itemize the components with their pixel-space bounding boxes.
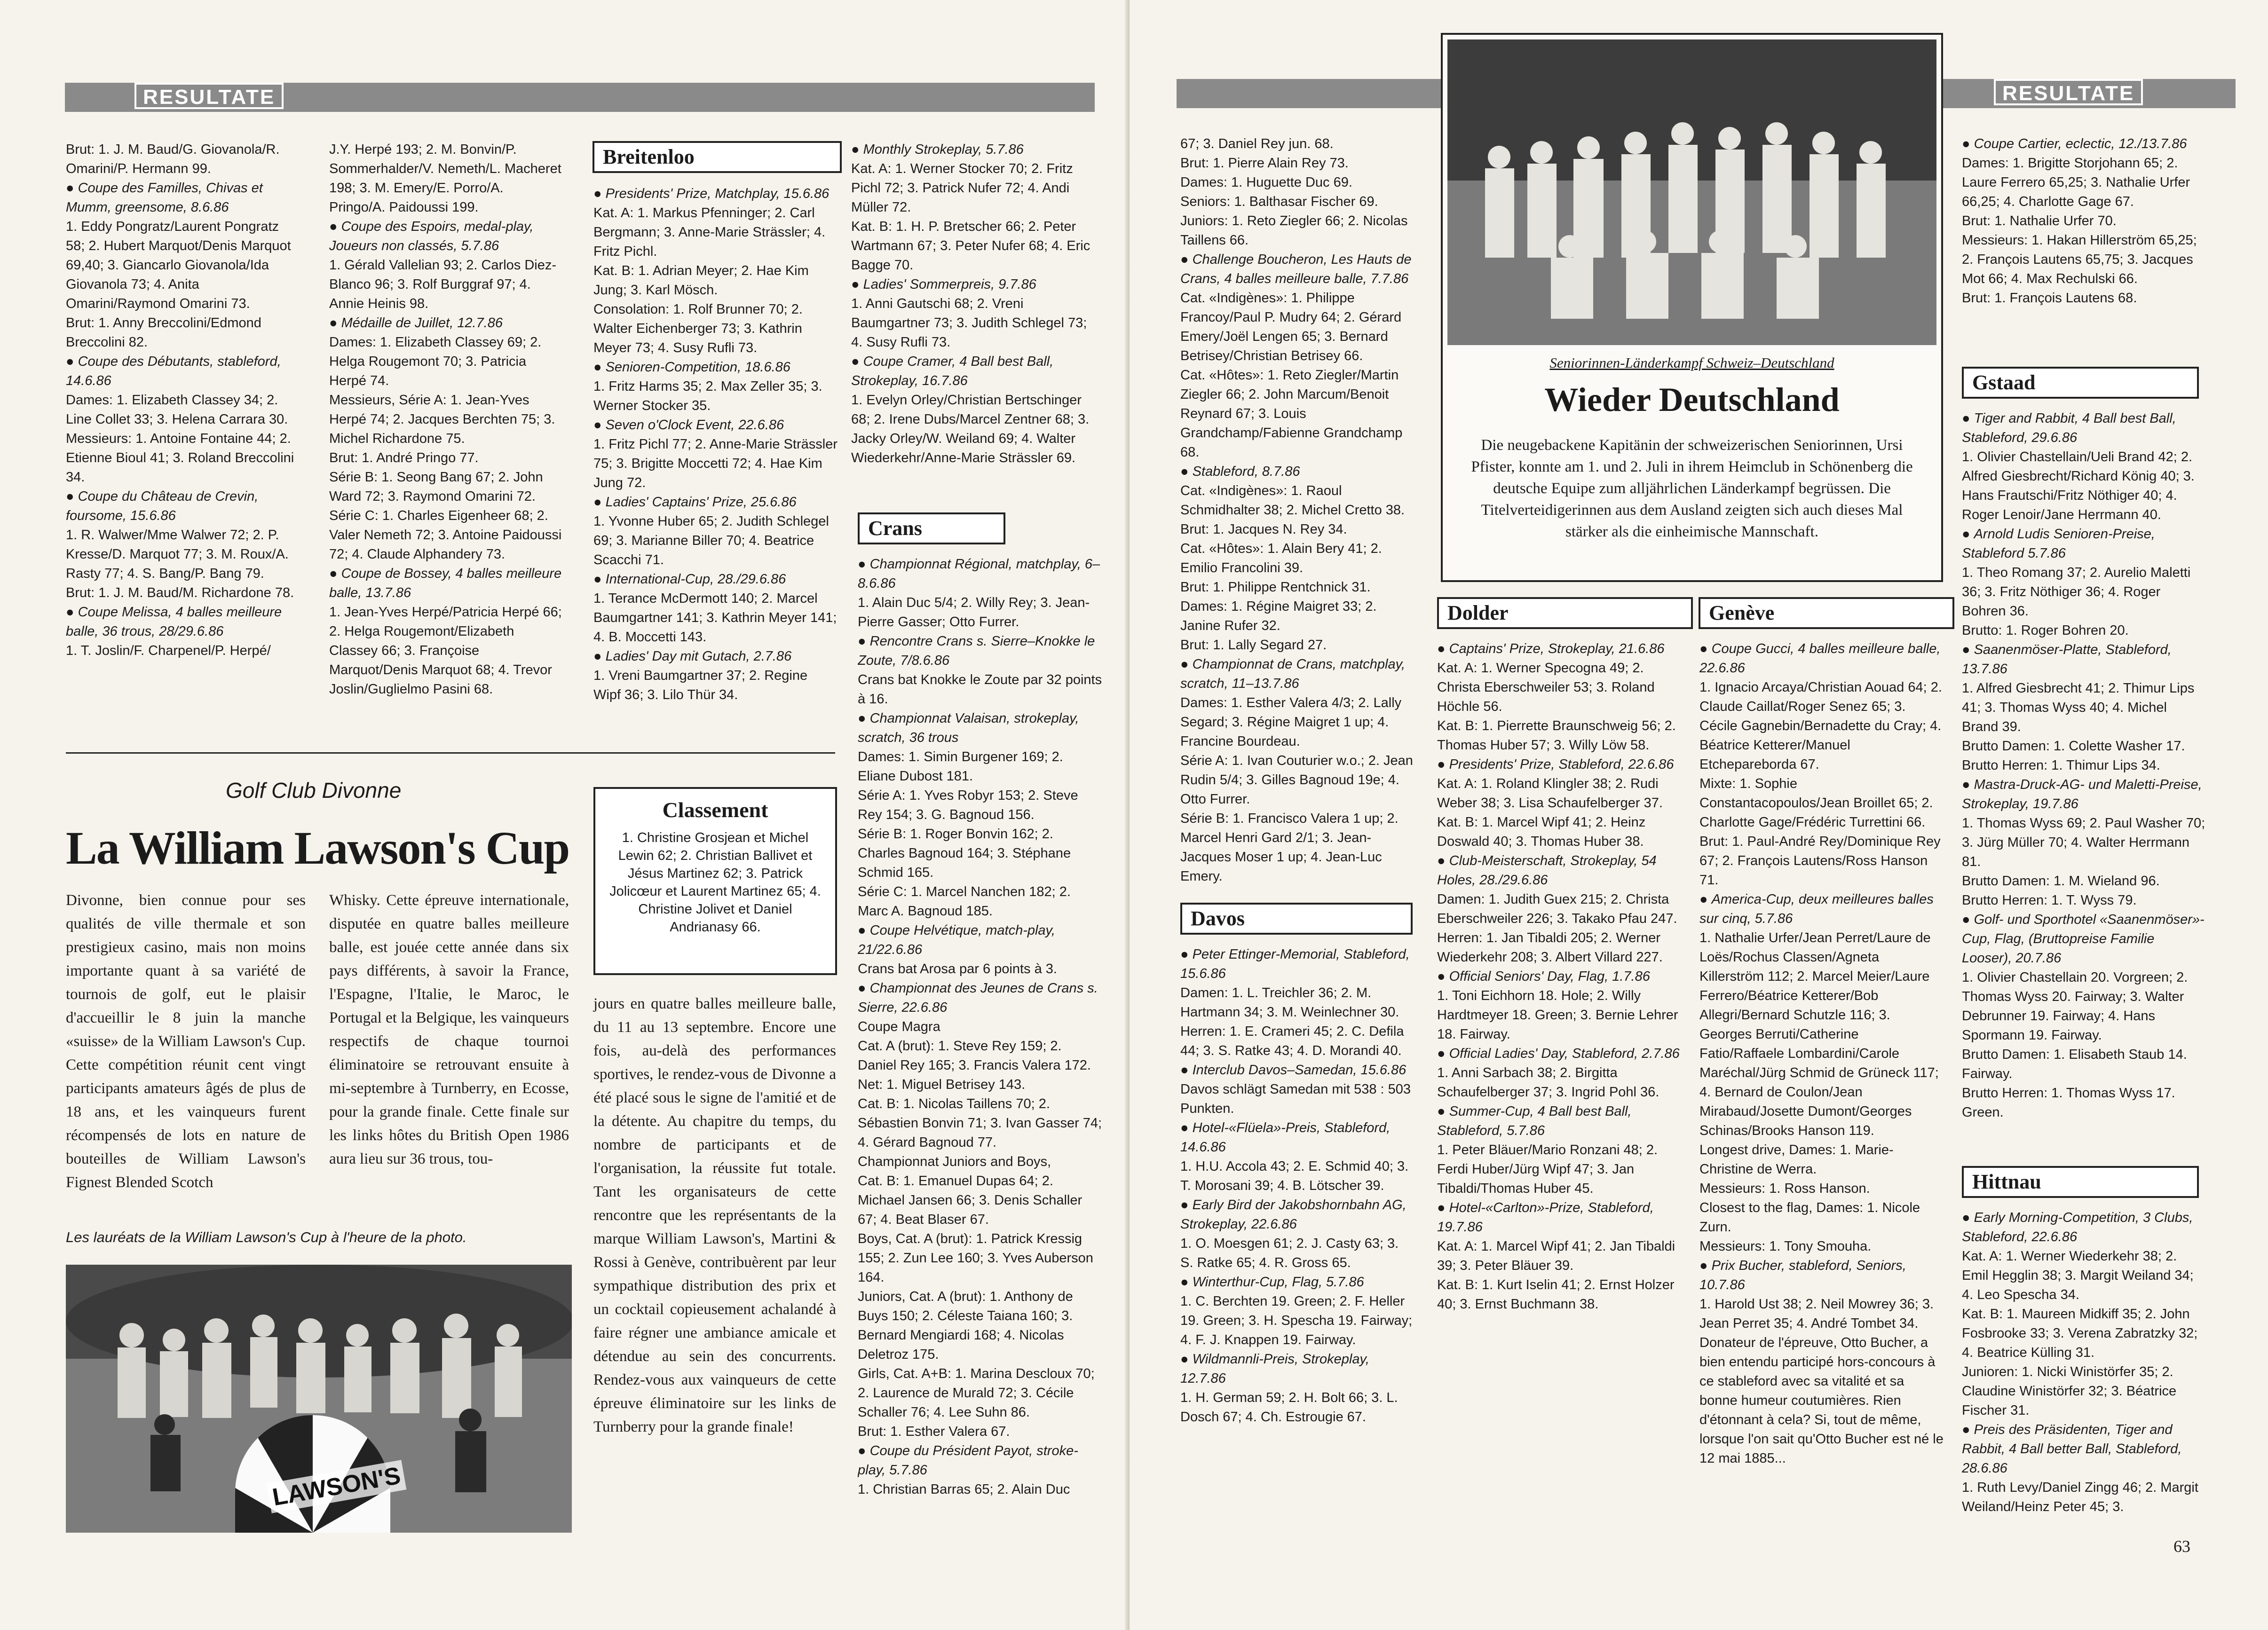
result-entry: Cat. B: 1. Nicolas Taillens 70; 2. Sébastien Bonvin 71; 3. Ivan Gasser 74; 4. Gérard Bagnoud 77. <box>858 1096 1102 1150</box>
article-text: jours en quatre balles meilleure balle, du 11 au 13 septembre. Encore une fois, au-delà des performances sportives, le rendez-vous de Divonne a été placé sous le signe de l'amitié et de la détente. Au chapitre du temps, du nombre de participants et de l'organisation, la réussite fut totale. Tant les organisateurs de cette rencontre que les représentants de la marque William Lawson's, Martini & Rossi à Genève, contribuèrent par leur sympathique distribution des prix et un cocktail copieusement achalandé à faire régner une ambiance amicale et détendue au sein des concurrents. Rendez-vous aux vainqueurs de cette épreuve éliminatoire sur les links de Turnberry pour la grande finale! <box>593 995 836 1435</box>
result-entry: Messieurs, Série A: 1. Jean-Yves Herpé 74; 2. Jacques Berchten 75; 3. Michel Richardone 75. <box>329 393 555 446</box>
article-kicker: Golf Club Divonne <box>226 778 402 803</box>
group-photo <box>66 1265 572 1533</box>
results-column <box>851 140 1096 497</box>
feature-box <box>1441 33 1943 582</box>
event-heading: ● Hotel-«Carlton»-Prize, Stableford, 19.7.86 <box>1437 1198 1682 1237</box>
result-entry: Brut: 1. Anny Breccolini/Edmond Breccolini 82. <box>66 315 261 350</box>
result-entry: Consolation: 1. Rolf Brunner 70; 2. Walter Eichenberger 73; 3. Kathrin Meyer 73; 4. Susy Rufli 73. <box>593 302 803 355</box>
event-heading: ● Coupe des Familles, Chivas et Mumm, greensome, 8.6.86 <box>66 179 299 217</box>
article-headline: La William Lawson's Cup <box>66 822 569 874</box>
result-entry: 1. Vreni Baumgartner 37; 2. Regine Wipf 36; 3. Lilo Thür 34. <box>593 668 808 702</box>
result-entry: Seniors: 1. Balthasar Fischer 69. <box>1180 194 1378 209</box>
result-entry: 1. Eddy Pongratz/Laurent Pongratz 58; 2. Hubert Marquot/Denis Marquot 69,40; 3. Giancarlo Giovanola/Ida Giovanola 73; 4. Anita Omarini/Raymond Omarini 73. <box>66 219 291 311</box>
event-heading: ● Championnat de Crans, matchplay, scratch, 11–13.7.86 <box>1180 655 1415 693</box>
result-entry: Série A: 1. Ivan Couturier w.o.; 2. Jean Rudin 5/4; 3. Gilles Bagnoud 19e; 4. Otto Furrer. <box>1180 753 1413 807</box>
result-entry: Brut: 1. François Lautens 68. <box>1962 291 2137 306</box>
event-heading: ● Coupe Gucci, 4 balles meilleure balle, 22.6.86 <box>1699 639 1944 678</box>
result-entry: J.Y. Herpé 193; 2. M. Bonvin/P. Sommerhalder/V. Nemeth/L. Macheret 198; 3. M. Emery/E. Porro/A. Pringo/A. Paidoussi 199. <box>329 142 561 215</box>
result-entry: Juniors, Cat. A (brut): 1. Anthony de Buys 150; 2. Céleste Taiana 160; 3. Bernard Mengiardi 168; 4. Nicolas Deletroz 175. <box>858 1289 1073 1362</box>
results-column <box>1180 945 1415 1528</box>
event-heading: ● Coupe Cartier, eclectic, 12./13.7.86 <box>1962 134 2206 154</box>
club-heading-crans: Crans <box>858 512 1005 544</box>
results-column <box>66 140 299 728</box>
result-entry: 1. Fritz Harms 35; 2. Max Zeller 35; 3. Werner Stocker 35. <box>593 379 822 413</box>
result-entry: 1. Alfred Giesbrecht 41; 2. Thimur Lips 41; 3. Thomas Wyss 40; 4. Michel Brand 39. <box>1962 681 2195 734</box>
result-entry: Série B: 1. Francisco Valera 1 up; 2. Marcel Henri Gard 2/1; 3. Jean-Jacques Moser 1 up; 4. Jean-Luc Emery. <box>1180 811 1399 884</box>
classement-box <box>593 787 837 975</box>
event-heading: ● Tiger and Rabbit, 4 Ball best Ball, Stableford, 29.6.86 <box>1962 409 2206 448</box>
event-heading: ● America-Cup, deux meilleures balles sur cinq, 5.7.86 <box>1699 890 1944 929</box>
result-entry: 1. Ignacio Arcaya/Christian Aouad 64; 2. Claude Caillat/Roger Senez 65; 3. Cécile Gagnebin/Bernadette du Cray; 4. Béatrice Ketterer/Manuel Etchepareborda 67. <box>1699 680 1942 772</box>
result-entry: 1. Anni Gautschi 68; 2. Vreni Baumgartner 73; 3. Judith Schlegel 73; 4. Susy Rufli 73. <box>851 296 1087 350</box>
result-entry: Dames: 1. Brigitte Storjohann 65; 2. Laure Ferrero 65,25; 3. Nathalie Urfer 66,25; 4. Charlotte Gage 67. <box>1962 156 2190 209</box>
result-entry: 1. Ruth Levy/Daniel Zingg 46; 2. Margit Weiland/Heinz Peter 45; 3. <box>1962 1480 2198 1514</box>
result-entry: Kat. B: 1. Maureen Midkiff 35; 2. John Fosbrooke 33; 3. Verena Zabratzky 32; 4. Beatrice Külling 31. <box>1962 1307 2198 1360</box>
results-column <box>1962 1208 2206 1537</box>
classement-title: Classement <box>662 798 768 822</box>
result-entry: 1. Evelyn Orley/Christian Bertschinger 68; 2. Irene Dubs/Marcel Zentner 68; 3. Jacky Orley/W. Weiland 69; 4. Walter Wiederkehr/Anne-Marie Strässler 69. <box>851 393 1090 465</box>
event-heading: ● Ladies' Sommerpreis, 9.7.86 <box>851 275 1096 294</box>
divider <box>66 752 835 754</box>
result-entry: Junioren: 1. Nicki Winistörfer 35; 2. Claudine Winistörfer 32; 3. Béatrice Fischer 31. <box>1962 1364 2177 1418</box>
event-heading: ● Stableford, 8.7.86 <box>1180 462 1415 481</box>
event-heading: ● Prix Bucher, stableford, Seniors, 10.7.86 <box>1699 1256 1944 1295</box>
left-page <box>0 0 1130 1630</box>
result-entry: 1. Theo Romang 37; 2. Aurelio Maletti 36; 3. Fritz Nöthiger 36; 4. Roger Bohren 36. <box>1962 565 2191 619</box>
result-entry: 1. Peter Bläuer/Mario Ronzani 48; 2. Ferdi Huber/Jürg Wipf 47; 3. Jan Tibaldi/Thomas Huber 45. <box>1437 1142 1658 1196</box>
event-heading: ● Golf- und Sporthotel «Saanenmöser»-Cup, Flag, (Bruttopreise Familie Looser), 20.7.86 <box>1962 910 2206 968</box>
event-heading: ● Challenge Boucheron, Les Hauts de Crans, 4 balles meilleure balle, 7.7.86 <box>1180 250 1415 289</box>
result-entry: Donateur de l'épreuve, Otto Bucher, a bien entendu participé hors-concours à ce stableford avec sa vitalité et sa bonne humeur coutumières. Rien d'étonnant à cela? Si, tout de même, lorsque l'on sait qu'Otto Bucher est né le 12 mai 1885... <box>1699 1335 1944 1466</box>
result-entry: 1. Christian Barras 65; 2. Alain Duc <box>858 1482 1070 1497</box>
right-page <box>1130 0 2268 1630</box>
event-heading: ● Official Seniors' Day, Flag, 1.7.86 <box>1437 967 1682 986</box>
result-entry: Girls, Cat. A+B: 1. Marina Descloux 70; 2. Laurence de Murald 72; 3. Cécile Schaller 76; 4. Lee Suhn 86. <box>858 1366 1095 1420</box>
event-heading: ● Early Bird der Jakobshornbahn AG, Strokeplay, 22.6.86 <box>1180 1196 1415 1234</box>
results-column <box>1437 639 1682 1533</box>
event-heading: ● International-Cup, 28./29.6.86 <box>593 570 838 589</box>
result-entry: Kat. B: 1. H. P. Bretscher 66; 2. Peter Wartmann 67; 3. Peter Nufer 68; 4. Eric Bagge 70. <box>851 219 1091 273</box>
result-entry: Série B: 1. Seong Bang 67; 2. John Ward 72; 3. Raymond Omarini 72. <box>329 470 543 504</box>
result-entry: Cat. A (brut): 1. Steve Rey 159; 2. Daniel Rey 165; 3. Francis Valera 172. <box>858 1039 1091 1073</box>
result-entry: 1. T. Joslin/F. Charpenel/P. Herpé/ <box>66 643 271 658</box>
event-heading: ● Coupe des Espoirs, medal-play, Joueurs non classés, 5.7.86 <box>329 217 562 256</box>
result-entry: Brut: 1. Philippe Rentchnick 31. <box>1180 580 1371 595</box>
results-column <box>593 184 838 763</box>
result-entry: 67; 3. Daniel Rey jun. 68. <box>1180 136 1334 151</box>
result-entry: Juniors: 1. Reto Ziegler 66; 2. Nicolas Taillens 66. <box>1180 213 1408 248</box>
section-label: RESULTATE <box>1994 79 2143 105</box>
result-entry: 1. Nathalie Urfer/Jean Perret/Laure de Loës/Rochus Classen/Agneta Killerström 112; 2. Marcel Meier/Laure Ferrero/Béatrice Ketterer/Bob Allegri/Bernard Schutzle 116; 3. Georges Berruti/Catherine Fatio/Raffaele Lombardini/Carole Maréchal/Jürg Schmid de Grüneck 117; 4. Bernard de Coulon/Jean Mirabaud/Josette Dumont/Georges Schinas/Brooks Hanson 119. <box>1699 930 1939 1138</box>
results-column <box>329 140 562 728</box>
result-entry: Messieurs: 1. Tony Smouha. <box>1699 1239 1872 1254</box>
club-heading-geneve: Genève <box>1699 597 1954 629</box>
result-entry: Kat. A: 1. Werner Stocker 70; 2. Fritz Pichl 72; 3. Patrick Nufer 72; 4. Andi Müller 72. <box>851 161 1073 215</box>
event-heading: ● Presidents' Prize, Matchplay, 15.6.86 <box>593 184 838 204</box>
result-entry: 1. Fritz Pichl 77; 2. Anne-Marie Strässler 75; 3. Brigitte Moccetti 72; 4. Hae Kim Jung 72. <box>593 437 838 490</box>
event-heading: ● Club-Meisterschaft, Strokeplay, 54 Holes, 28./29.6.86 <box>1437 851 1682 890</box>
result-entry: Kat. A: 1. Werner Wiederkehr 38; 2. Emil Hegglin 38; 3. Margit Weiland 34; 4. Leo Spescha 34. <box>1962 1249 2194 1302</box>
club-heading-gstaad: Gstaad <box>1962 367 2199 399</box>
result-entry: 1. Anni Sarbach 38; 2. Birgitta Schaufelberger 37; 3. Ingrid Pohl 36. <box>1437 1065 1660 1100</box>
result-entry: Brut: 1. Pierre Alain Rey 73. <box>1180 156 1349 171</box>
result-entry: Longest drive, Dames: 1. Marie-Christine de Werra. <box>1699 1142 1894 1177</box>
result-entry: Kat. B: 1. Marcel Wipf 41; 2. Heinz Doswald 40; 3. Thomas Huber 38. <box>1437 815 1646 849</box>
result-entry: Brut: 1. Esther Valera 67. <box>858 1424 1010 1439</box>
result-entry: Brut: 1. André Pringo 77. <box>329 450 479 465</box>
event-heading: ● Coupe Helvétique, match-play, 21/22.6.86 <box>858 921 1102 960</box>
result-entry: 1. Toni Eichhorn 18. Hole; 2. Willy Hardtmeyer 18. Green; 3. Bernie Lehrer 18. Fairway. <box>1437 988 1678 1042</box>
event-heading: ● Preis des Präsidenten, Tiger and Rabbit, 4 Ball better Ball, Stableford, 28.6.86 <box>1962 1420 2206 1478</box>
event-heading: ● Ladies' Captains' Prize, 25.6.86 <box>593 493 838 512</box>
result-entry: Messieurs: 1. Ross Hanson. <box>1699 1181 1870 1196</box>
results-column <box>1962 134 2206 351</box>
result-entry: Brutto Herren: 1. T. Wyss 79. <box>1962 893 2137 908</box>
result-entry: Boys, Cat. A (brut): 1. Patrick Kressig 155; 2. Zun Lee 160; 3. Yves Auberson 164. <box>858 1231 1093 1285</box>
result-entry: Cat. B: 1. Emanuel Dupas 64; 2. Michael Jansen 66; 3. Denis Schaller 67; 4. Beat Blaser 67. <box>858 1173 1083 1227</box>
result-entry: Kat. A: 1. Marcel Wipf 41; 2. Jan Tibaldi 39; 3. Peter Bläuer 39. <box>1437 1239 1675 1273</box>
club-heading-davos: Davos <box>1180 903 1413 935</box>
event-heading: ● Coupe du Président Payot, stroke-play, 5.7.86 <box>858 1441 1102 1480</box>
photo-caption: Les lauréats de la William Lawson's Cup à l'heure de la photo. <box>66 1229 467 1245</box>
event-heading: ● Mastra-Druck-AG- und Maletti-Preise, Strokeplay, 19.7.86 <box>1962 775 2206 814</box>
result-entry: Série A: 1. Yves Robyr 153; 2. Steve Rey 154; 3. G. Bagnoud 156. <box>858 788 1078 822</box>
event-heading: ● Interclub Davos–Samedan, 15.6.86 <box>1180 1061 1415 1080</box>
result-entry: 1. Olivier Chastellain 20. Vorgreen; 2. Thomas Wyss 20. Fairway; 3. Walter Debrunner 19. Fairway; 4. Hans Spormann 19. Fairway. <box>1962 970 2188 1043</box>
result-entry: Série B: 1. Roger Bonvin 162; 2. Charles Bagnoud 164; 3. Stéphane Schmid 165. <box>858 827 1071 880</box>
result-entry: Brutto Herren: 1. Thomas Wyss 17. Green. <box>1962 1086 2175 1120</box>
event-heading: ● Captains' Prize, Strokeplay, 21.6.86 <box>1437 639 1682 659</box>
event-heading: ● Championnat Valaisan, strokeplay, scratch, 36 trous <box>858 709 1102 748</box>
article-text: Whisky. Cette épreuve internationale, disputée en quatre balles meilleure balle, est jouée cette année dans six pays différents, à savoir la France, l'Espagne, l'Italie, le Maroc, le Portugal et la Belgique, les vainqueurs respectifs de chaque tournoi éliminatoire se retrouvant ensuite à mi-septembre à Turnberry, en Ecosse, pour la grande finale. Cette finale sur les links hôtes du British Open 1986 aura lieu sur 36 trous, tou- <box>329 892 569 1167</box>
event-heading: ● Monthly Strokeplay, 5.7.86 <box>851 140 1096 159</box>
group-photo-image <box>1447 39 1936 345</box>
event-heading: ● Peter Ettinger-Memorial, Stableford, 15.6.86 <box>1180 945 1415 984</box>
event-heading: ● Coupe Cramer, 4 Ball best Ball, Strokeplay, 16.7.86 <box>851 352 1096 391</box>
event-heading: ● Coupe Melissa, 4 balles meilleure balle, 36 trous, 28/29.6.86 <box>66 603 299 641</box>
result-entry: Crans bat Arosa par 6 points à 3. <box>858 961 1057 976</box>
result-entry: Davos schlägt Samedan mit 538 : 503 Punkten. <box>1180 1082 1411 1116</box>
result-entry: Brutto Damen: 1. Elisabeth Staub 14. Fairway. <box>1962 1047 2187 1081</box>
result-entry: 1. Yvonne Huber 65; 2. Judith Schlegel 69; 3. Marianne Biller 70; 4. Beatrice Scacchi 71. <box>593 514 829 567</box>
result-entry: Net: 1. Miguel Betrisey 143. <box>858 1077 1026 1092</box>
seniors-group-photo <box>1447 39 1936 345</box>
event-heading: ● Médaille de Juillet, 12.7.86 <box>329 314 562 333</box>
result-entry: Cat. «Indigènes»: 1. Raoul Schmidhalter 38; 2. Michel Cretto 38. <box>1180 483 1405 518</box>
result-entry: 1. Alain Duc 5/4; 2. Willy Rey; 3. Jean-Pierre Gasser; Otto Furrer. <box>858 595 1090 630</box>
result-entry: 1. Terance McDermott 140; 2. Marcel Baumgartner 141; 3. Kathrin Meyer 141; 4. B. Moccetti 143. <box>593 591 837 645</box>
result-entry: Crans bat Knokke le Zoute par 32 points à 16. <box>858 672 1102 707</box>
result-entry: 1. Olivier Chastellain/Ueli Brand 42; 2. Alfred Giesbrecht/Richard König 40; 3. Hans Frautschi/Fritz Nöthiger 40; 4. Roger Lenoir/Jane Herrmann 40. <box>1962 449 2195 522</box>
result-entry: Cat. «Hôtes»: 1. Alain Bery 41; 2. Emilio Francolini 39. <box>1180 541 1382 575</box>
result-entry: Dames: 1. Elizabeth Classey 69; 2. Helga Rougemont 70; 3. Patricia Herpé 74. <box>329 335 542 388</box>
result-entry: Brutto Damen: 1. M. Wieland 96. <box>1962 874 2160 889</box>
event-heading: ● Official Ladies' Day, Stableford, 2.7.86 <box>1437 1044 1682 1063</box>
results-column <box>858 555 1102 1547</box>
event-heading: ● Coupe des Débutants, stableford, 14.6.86 <box>66 352 299 391</box>
result-entry: 1. O. Moesgen 61; 2. J. Casty 63; 3. S. Ratke 65; 4. R. Gross 65. <box>1180 1236 1399 1270</box>
result-entry: Kat. A: 1. Werner Specogna 49; 2. Christa Eberschweiler 53; 3. Roland Höchle 56. <box>1437 661 1655 714</box>
result-entry: Closest to the flag, Dames: 1. Nicole Zurn. <box>1699 1200 1920 1235</box>
feature-text: Die neugebackene Kapitänin der schweizerischen Seniorinnen, Ursi Pfister, konnte am 1. und 2. Juli in ihrem Heimclub in Schönenberg die deutsche Equipe zum alljährlichen Länderkampf begrüssen. Die Titelverteidigerinnen aus dem Ausland zeigten sich auch dieses Mal stärker als die einheimische Mannschaft. <box>1471 437 1913 540</box>
result-entry: Kat. B: 1. Adrian Meyer; 2. Hae Kim Jung; 3. Karl Mösch. <box>593 263 809 298</box>
event-heading: ● Senioren-Competition, 18.6.86 <box>593 358 838 377</box>
result-entry: Brut: 1. Nathalie Urfer 70. <box>1962 213 2117 228</box>
result-entry: Kat. A: 1. Roland Klingler 38; 2. Rudi Weber 38; 3. Lisa Schaufelberger 37. <box>1437 776 1663 811</box>
event-heading: ● Winterthur-Cup, Flag, 5.7.86 <box>1180 1273 1415 1292</box>
club-heading-hittnau: Hittnau <box>1962 1166 2199 1198</box>
result-entry: Damen: 1. Judith Guex 215; 2. Christa Eberschweiler 226; 3. Takako Pfau 247. <box>1437 892 1677 926</box>
event-heading: ● Rencontre Crans s. Sierre–Knokke le Zoute, 7/8.6.86 <box>858 632 1102 670</box>
result-entry: Dames: 1. Régine Maigret 33; 2. Janine Rufer 32. <box>1180 599 1377 633</box>
results-column <box>1180 134 1415 896</box>
result-entry: Messieurs: 1. Hakan Hillerström 65,25; 2. François Lautens 65,75; 3. Jacques Mot 66; 4. Max Rechulski 66. <box>1962 233 2197 286</box>
club-heading-dolder: Dolder <box>1437 597 1693 629</box>
result-entry: 1. R. Walwer/Mme Walwer 72; 2. P. Kresse/D. Marquot 77; 3. M. Roux/A. Rasty 77; 4. S. Bang/P. Bang 79. <box>66 528 289 581</box>
result-entry: 1. C. Berchten 19. Green; 2. F. Heller 19. Green; 3. H. Spescha 19. Fairway; 4. F. J. Knappen 19. Fairway. <box>1180 1294 1413 1347</box>
section-label: RESULTATE <box>134 83 284 109</box>
result-entry: 1. Jean-Yves Herpé/Patricia Herpé 66; 2. Helga Rougemont/Elizabeth Classey 66; 3. Françoise Marquot/Denis Marquot 68; 4. Trevor Joslin/Guglielmo Pasini 68. <box>329 605 562 697</box>
event-heading: ● Wildmannli-Preis, Strokeplay, 12.7.86 <box>1180 1350 1415 1388</box>
result-entry: 1. Harold Ust 38; 2. Neil Mowrey 36; 3. Jean Perret 35; 4. André Tombet 34. <box>1699 1297 1934 1331</box>
event-heading: ● Ladies' Day mit Gutach, 2.7.86 <box>593 647 838 666</box>
results-column <box>1962 409 2206 1147</box>
result-entry: Coupe Magra <box>858 1019 940 1034</box>
result-entry: Championnat Juniors and Boys, <box>858 1154 1051 1169</box>
result-entry: Kat. A: 1. Markus Pfenninger; 2. Carl Bergmann; 3. Anne-Marie Strässler; 4. Fritz Pichl. <box>593 205 826 259</box>
article-text: Divonne, bien connue pour ses qualités de ville thermale et son prestigieux casino, mais non moins importante quant à sa variété de tournois de golf, eut le plaisir d'accueillir le 8 juin la manche «suisse» de la William Lawson's Cup. Cette compétition réunit cent vingt participants amateurs âgés de plus de 18 ans, et les vainqueurs furent récompensés de lots en nature de bouteilles de William Lawson's Fignest Blended Scotch <box>66 892 306 1191</box>
result-entry: Série C: 1. Charles Eigenheer 68; 2. Valer Nemeth 72; 3. Antoine Paidoussi 72; 4. Claude Alphandery 73. <box>329 508 562 562</box>
event-heading: ● Early Morning-Competition, 3 Clubs, Stableford, 22.6.86 <box>1962 1208 2206 1247</box>
result-entry: 1. H.U. Accola 43; 2. E. Schmid 40; 3. T. Morosani 39; 4. B. Lötscher 39. <box>1180 1159 1409 1193</box>
result-entry: Dames: 1. Elizabeth Classey 34; 2. Line Collet 33; 3. Helena Carrara 30. <box>66 393 288 427</box>
event-heading: ● Seven o'Clock Event, 22.6.86 <box>593 416 838 435</box>
result-entry: Cat. «Hôtes»: 1. Reto Ziegler/Martin Ziegler 66; 2. John Marcum/Benoit Reynard 67; 3. Louis Grandchamp/Fabienne Grandchamp 68. <box>1180 368 1403 460</box>
result-entry: 1. H. German 59; 2. H. Bolt 66; 3. L. Dosch 67; 4. Ch. Estrougie 67. <box>1180 1390 1398 1425</box>
result-entry: Brutto Herren: 1. Thimur Lips 34. <box>1962 758 2160 773</box>
event-heading: ● Summer-Cup, 4 Ball best Ball, Stableford, 5.7.86 <box>1437 1102 1682 1141</box>
results-column <box>1699 639 1944 1514</box>
result-entry: Herren: 1. Jan Tibaldi 205; 2. Werner Wiederkehr 208; 3. Albert Villard 227. <box>1437 930 1663 965</box>
result-entry: Dames: 1. Esther Valera 4/3; 2. Lally Segard; 3. Régine Maigret 1 up; 4. Francine Bourdeau. <box>1180 695 1402 749</box>
result-entry: Brut: 1. Lally Segard 27. <box>1180 638 1327 653</box>
result-entry: Mixte: 1. Sophie Constantacopoulos/Jean Broillet 65; 2. Charlotte Gage/Frédéric Turrettini 66. <box>1699 776 1933 830</box>
result-entry: Brutto: 1. Roger Bohren 20. <box>1962 623 2129 638</box>
result-entry: Brut: 1. J. M. Baud/G. Giovanola/R. Omarini/P. Hermann 99. <box>66 142 280 176</box>
result-entry: Série C: 1. Marcel Nanchen 182; 2. Marc A. Bagnoud 185. <box>858 884 1071 919</box>
result-entry: Kat. B: 1. Pierrette Braunschweig 56; 2. Thomas Huber 57; 3. Willy Löw 58. <box>1437 718 1676 753</box>
result-entry: 1. Thomas Wyss 69; 2. Paul Washer 70; 3. Jürg Müller 70; 4. Walter Herrmann 81. <box>1962 816 2205 869</box>
result-entry: Brut: 1. Paul-André Rey/Dominique Rey 67; 2. François Lautens/Ross Hanson 71. <box>1699 834 1941 888</box>
result-entry: Dames: 1. Huguette Duc 69. <box>1180 175 1352 190</box>
result-entry: Cat. «Indigènes»: 1. Philippe Francoy/Paul P. Mudry 64; 2. Gérard Emery/Joël Lengen 65; 3. Bernard Betrisey/Christian Betrisey 66. <box>1180 291 1402 363</box>
result-entry: Kat. B: 1. Kurt Iselin 41; 2. Ernst Holzer 40; 3. Ernst Buchmann 38. <box>1437 1277 1675 1312</box>
event-heading: ● Championnat des Jeunes de Crans s. Sierre, 22.6.86 <box>858 979 1102 1017</box>
club-heading-breitenloo: Breitenloo <box>593 141 842 173</box>
result-entry: Brut: 1. J. M. Baud/M. Richardone 78. <box>66 585 294 600</box>
result-entry: Messieurs: 1. Antoine Fontaine 44; 2. Etienne Bioul 41; 3. Roland Breccolini 34. <box>66 431 294 485</box>
feature-kicker: Seniorinnen-Länderkampf Schweiz–Deutschland <box>1549 354 1834 371</box>
event-heading: ● Coupe de Bossey, 4 balles meilleure balle, 13.7.86 <box>329 564 562 603</box>
event-heading: ● Championnat Régional, matchplay, 6–8.6.86 <box>858 555 1102 593</box>
classement-text: 1. Christine Grosjean et Michel Lewin 62; 2. Christian Ballivet et Jésus Martinez 62; 3. Patrick Jolicœur et Laurent Martinez 65; 4. Christine Jolivet et Daniel Andrianasy 66. <box>609 830 821 935</box>
event-heading: ● Arnold Ludis Senioren-Preise, Stableford 5.7.86 <box>1962 525 2206 563</box>
result-entry: Dames: 1. Simin Burgener 169; 2. Eliane Dubost 181. <box>858 749 1063 784</box>
result-entry: Brutto Damen: 1. Colette Washer 17. <box>1962 739 2185 754</box>
event-heading: ● Saanenmöser-Platte, Stableford, 13.7.86 <box>1962 640 2206 679</box>
result-entry: Damen: 1. L. Treichler 36; 2. M. Hartmann 34; 3. M. Weinlechner 30. <box>1180 985 1399 1020</box>
result-entry: Herren: 1. E. Crameri 45; 2. C. Defila 44; 3. S. Ratke 43; 4. D. Morandi 40. <box>1180 1024 1404 1058</box>
result-entry: 1. Gérald Vallelian 93; 2. Carlos Diez-Blanco 96; 3. Rolf Burggraf 97; 4. Annie Heinis 98. <box>329 258 557 311</box>
page-number: 63 <box>2173 1537 2190 1556</box>
event-heading: ● Presidents' Prize, Stableford, 22.6.86 <box>1437 755 1682 774</box>
event-heading: ● Coupe du Château de Crevin, foursome, 15.6.86 <box>66 487 299 526</box>
result-entry: Brut: 1. Jacques N. Rey 34. <box>1180 522 1347 537</box>
event-heading: ● Hotel-«Flüela»-Preis, Stableford, 14.6.86 <box>1180 1118 1415 1157</box>
umbrella-text: LAWSON'S <box>267 1460 407 1513</box>
feature-headline: Wieder Deutschland <box>1544 381 1840 418</box>
